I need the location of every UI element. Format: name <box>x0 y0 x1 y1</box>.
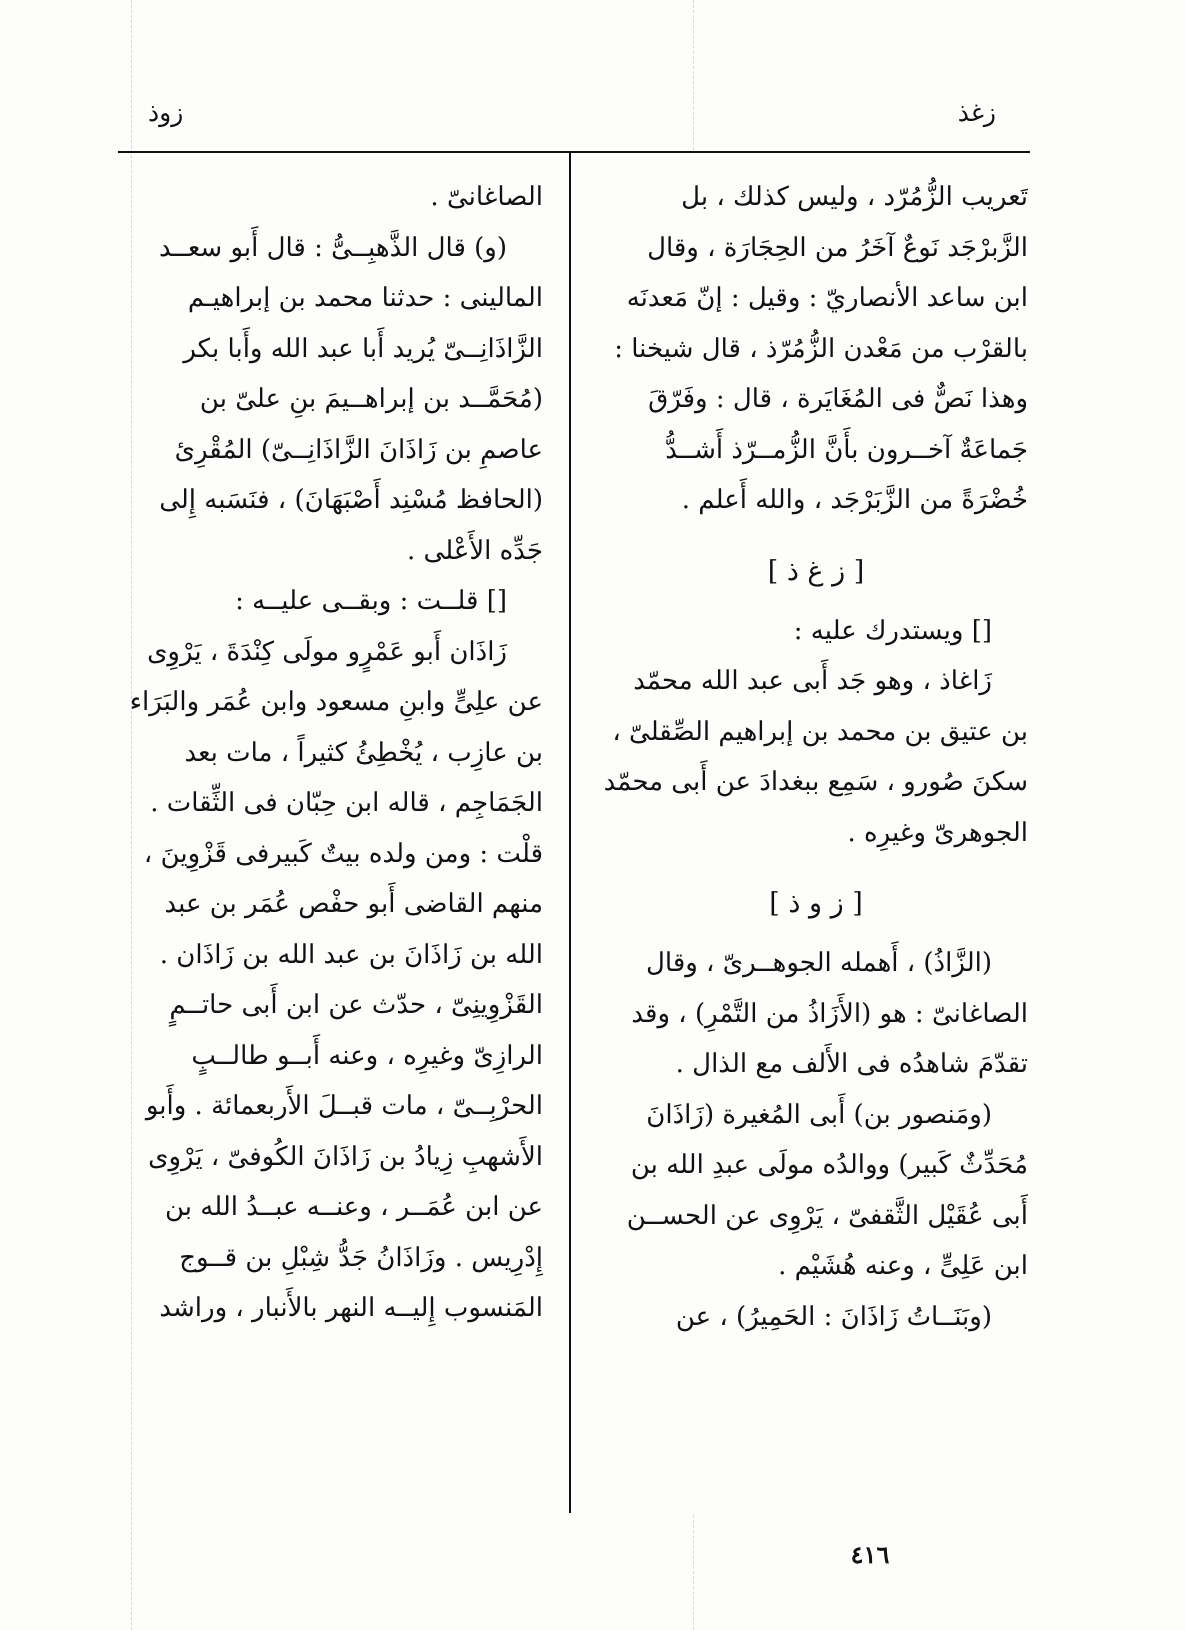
text-line: عاصمِ بن زَاذَانَ الزَّاذَانِــىّ) المُقْرِئ <box>174 434 543 465</box>
text-line: بن عتيق بن محمد بن إبراهيم الصِّقلىّ ، <box>612 716 1028 747</box>
text-line: القَزْوِينِىّ ، حدّث عن ابن أَبى حاتــمٍ <box>169 990 543 1020</box>
header-rule <box>118 151 1030 153</box>
column-divider <box>569 151 571 1513</box>
right-column <box>604 172 1028 1342</box>
text-line: المالينى : حدثنا محمد بن إبراهيـم <box>187 283 543 313</box>
text-line: مُحَدِّثٌ كَبير) ووالدُه مولَى عبدِ الله بن <box>630 1150 1028 1180</box>
text-line: الصاغانىّ . <box>430 182 543 212</box>
text-line: ابن ساعد الأنصاريّ : وقيل : إنّ مَعدنَه <box>626 283 1028 313</box>
text-line: جَدِّه الأَعْلى . <box>407 535 543 566</box>
text-line: (و) قال الذَّهبِــىُّ : قال أَبو سعــد <box>158 232 507 263</box>
text-line: الزَّبرْجَد نَوعٌ آخَرُ من الحِجَارَة ، وقال <box>647 232 1028 263</box>
text-line: الأَشهبِ زِيادُ بن زَاذَانَ الكُوفىّ ، يَرْوِى <box>148 1141 543 1172</box>
header-right-word: زغذ <box>957 98 996 127</box>
text-line: الله بن زَاذَانَ بن عبد الله بن زَاذَان . <box>159 939 543 970</box>
text-line: إِدْرِيس . وزَاذَانُ جَدُّ شِبْلِ بن قــوج <box>179 1242 543 1273</box>
text-line: (الزَّاذُ) ، أَهمله الجوهــرىّ ، وقال <box>646 948 992 978</box>
text-line: (وبَنَــاتُ زَاذَانَ : الحَمِيرُ) ، عن <box>675 1301 992 1332</box>
text-line: زَاغاذ ، وهو جَد أَبى عبد الله محمّد <box>633 666 992 696</box>
text-line: الرازِىّ وغيرِه ، وعنه أَبــو طالــبٍ <box>191 1040 543 1071</box>
text-line: (ومَنصور بن) أَبى المُغيرة (زَاذَانَ <box>646 1099 992 1130</box>
scan-fold-mark-top <box>693 0 694 150</box>
text-line: الجَمَاجِم ، قاله ابن حِبّان فى الثِّقات . <box>150 788 543 818</box>
header-left-word: زوذ <box>148 98 184 127</box>
text-line: زَاذَان أَبو عَمْرٍو مولَى كِنْدَةَ ، يَرْوِى <box>147 636 507 667</box>
text-line: (الحافظ مُسْنِد أَصْبَهَانَ) ، فنَسَبه إِلى <box>159 485 543 515</box>
text-line: خُضْرَةً من الزَّبَرْجَد ، والله أَعلم . <box>681 485 1028 515</box>
text-line: المَنسوب إِليــه النهر بالأَنبار ، وراشد <box>159 1293 543 1323</box>
text-line: وهذا نَصٌّ فى المُغَايَرة ، قال : وفَرّقَ <box>648 384 1028 414</box>
left-column <box>123 172 543 1334</box>
text-line: عن ابن عُمَــر ، وعنــه عبــدُ الله بن <box>165 1192 543 1222</box>
text-line: سكنَ صُورو ، سَمِع ببغدادَ عن أَبى محمّد <box>604 767 1028 797</box>
text-line: أَبى عُقَيْل الثَّقفىّ ، يَرْوِى عن الحســن <box>626 1200 1028 1231</box>
text-line: [] قلــت : وبقــى عليــه : <box>235 586 507 616</box>
page-number: ٤١٦ <box>850 1540 890 1569</box>
text-line: الصاغانىّ : هو (الأَزَاذُ من التَّمْرِ) ، وقد <box>631 998 1028 1029</box>
text-line: ابن عَلِىٍّ ، وعنه هُشَيْم . <box>778 1251 1028 1281</box>
scan-fold-mark-bottom <box>693 1515 694 1630</box>
text-line: جَماعَةٌ آخــرون بأَنَّ الزُّمــرّذ أَشــدُّ <box>665 434 1028 465</box>
text-line: منهم القاضى أَبو حفْص عُمَر بن عبد <box>164 889 543 919</box>
text-line: بالقرْب من مَعْدن الزُّمُرّذ ، قال شيخنا : <box>614 333 1028 364</box>
entry-heading: [ ز و ذ ] <box>769 888 863 919</box>
text-line: الحرْبِــىّ ، مات قبــلَ الأَربعمائة . وأَبو <box>145 1091 543 1121</box>
text-line: تقدّمَ شاهدُه فى الأَلف مع الذال . <box>675 1049 1028 1079</box>
text-line: (مُحَمَّــد بن إبراهــيمَ بنِ علىّ بن <box>199 384 543 414</box>
text-line: تَعريب الزُّمُرّد ، وليس كذلك ، بل <box>681 182 1028 212</box>
entry-heading: [ ز غ ذ ] <box>767 555 865 587</box>
text-line: [] ويستدرك عليه : <box>793 615 992 646</box>
text-line: الجوهرىّ وغيرِه . <box>847 817 1028 848</box>
text-line: الزَّاذَانِــىّ يُريد أَبا عبد الله وأَبا بكر <box>183 333 543 364</box>
text-line: عن علِىٍّ وابنِ مسعود وابن عُمَر والبَرَاء <box>129 687 543 717</box>
text-line: بن عازِب ، يُخْطِئُ كثيراً ، مات بعد <box>184 737 543 768</box>
text-line: قلْت : ومن ولده بيتٌ كَبيرفى قَزْوِينَ ، <box>143 838 543 869</box>
